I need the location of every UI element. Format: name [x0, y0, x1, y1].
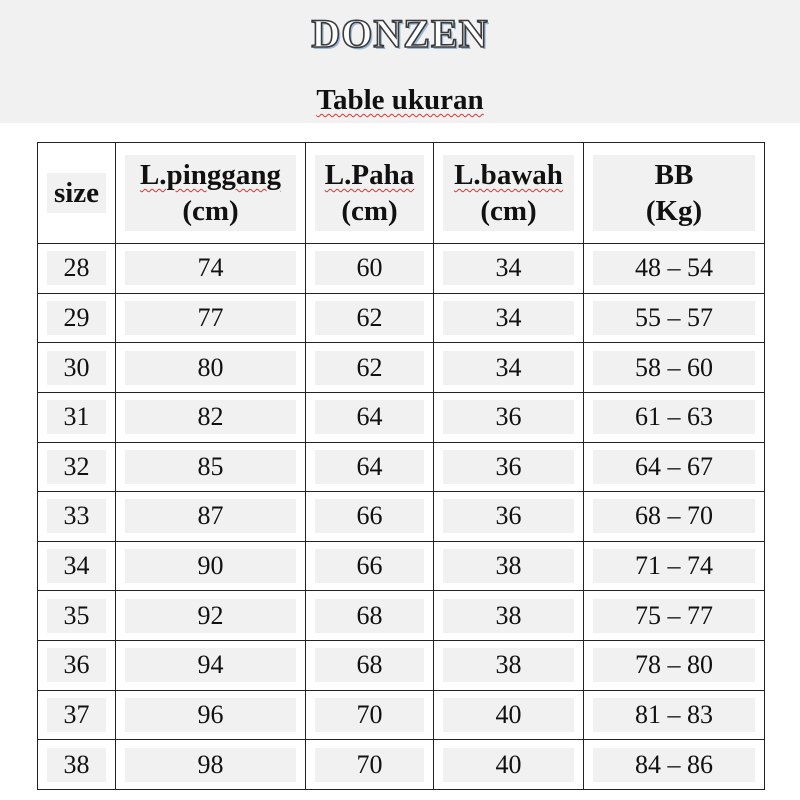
cell-thigh: [306, 690, 434, 740]
cell-waist-value: 87: [125, 499, 296, 533]
cell-thigh: [306, 293, 434, 343]
cell-hem: [434, 343, 584, 393]
cell-size-value: 28: [47, 251, 106, 285]
cell-hem-value: 36: [443, 499, 574, 533]
table-header-row: [38, 143, 765, 244]
header-thigh-unit: (cm): [341, 195, 398, 227]
cell-size-value: 37: [47, 698, 106, 732]
cell-hem-value: 38: [443, 599, 574, 633]
cell-hem: [434, 690, 584, 740]
table-body: [38, 244, 765, 790]
cell-waist-value: 90: [125, 549, 296, 583]
cell-weight-value: 58 – 60: [593, 351, 755, 385]
table-row: [38, 541, 765, 591]
cell-size-value: 31: [47, 400, 106, 434]
header-waist-label: L.pinggang: [139, 159, 282, 191]
table-row: [38, 343, 765, 393]
cell-size-value: 32: [47, 450, 106, 484]
cell-hem: [434, 244, 584, 294]
cell-hem: [434, 442, 584, 492]
cell-weight: [584, 591, 765, 641]
cell-thigh: [306, 740, 434, 790]
table-row: [38, 641, 765, 691]
cell-weight-value: 71 – 74: [593, 549, 755, 583]
cell-waist-value: 98: [125, 748, 296, 782]
brand-title: DONZEN: [311, 11, 489, 56]
cell-hem-value: 34: [443, 251, 574, 285]
cell-size: [38, 492, 116, 542]
cell-size: [38, 690, 116, 740]
cell-size: [38, 591, 116, 641]
cell-weight-value: 68 – 70: [593, 499, 755, 533]
cell-hem: [434, 392, 584, 442]
cell-hem-value: 40: [443, 698, 574, 732]
cell-weight-value: 75 – 77: [593, 599, 755, 633]
cell-hem: [434, 293, 584, 343]
cell-waist-value: 74: [125, 251, 296, 285]
cell-weight: [584, 541, 765, 591]
cell-hem-value: 36: [443, 400, 574, 434]
cell-thigh-value: 70: [315, 698, 424, 732]
cell-thigh: [306, 244, 434, 294]
table-row: [38, 442, 765, 492]
cell-weight-value: 61 – 63: [593, 400, 755, 434]
cell-thigh-value: 64: [315, 400, 424, 434]
cell-weight-value: 55 – 57: [593, 301, 755, 335]
cell-weight-value: 48 – 54: [593, 251, 755, 285]
cell-thigh-value: 66: [315, 499, 424, 533]
cell-waist-value: 94: [125, 648, 296, 682]
cell-hem-value: 34: [443, 351, 574, 385]
cell-hem: [434, 641, 584, 691]
cell-size: [38, 641, 116, 691]
cell-thigh: [306, 591, 434, 641]
cell-weight: [584, 492, 765, 542]
cell-size: [38, 442, 116, 492]
cell-hem: [434, 541, 584, 591]
cell-weight: [584, 442, 765, 492]
cell-waist: [116, 392, 306, 442]
header-waist: [116, 143, 306, 244]
cell-waist: [116, 740, 306, 790]
cell-weight: [584, 343, 765, 393]
table-row: [38, 293, 765, 343]
cell-waist: [116, 492, 306, 542]
cell-size: [38, 244, 116, 294]
cell-thigh-value: 62: [315, 301, 424, 335]
header-hem-unit: (cm): [480, 195, 537, 227]
header-size: [38, 143, 116, 244]
cell-thigh-value: 68: [315, 648, 424, 682]
cell-thigh: [306, 442, 434, 492]
cell-hem: [434, 740, 584, 790]
cell-size-value: 36: [47, 648, 106, 682]
table-row: [38, 244, 765, 294]
cell-hem-value: 38: [443, 648, 574, 682]
cell-hem-value: 36: [443, 450, 574, 484]
table-row: [38, 690, 765, 740]
cell-thigh: [306, 492, 434, 542]
cell-hem: [434, 492, 584, 542]
cell-size-value: 29: [47, 301, 106, 335]
cell-size-value: 30: [47, 351, 106, 385]
cell-thigh: [306, 392, 434, 442]
table-row: [38, 392, 765, 442]
cell-thigh: [306, 541, 434, 591]
cell-hem-value: 40: [443, 748, 574, 782]
cell-size: [38, 293, 116, 343]
header-size-label: size: [53, 177, 100, 209]
header-hem-label: L.bawah: [454, 159, 563, 191]
cell-size: [38, 343, 116, 393]
cell-thigh-value: 66: [315, 549, 424, 583]
size-table: [37, 142, 765, 790]
header-thigh: [306, 143, 434, 244]
header-hem: [434, 143, 584, 244]
cell-waist-value: 92: [125, 599, 296, 633]
table-row: [38, 492, 765, 542]
cell-waist-value: 85: [125, 450, 296, 484]
cell-weight: [584, 641, 765, 691]
cell-size-value: 33: [47, 499, 106, 533]
cell-thigh-value: 70: [315, 748, 424, 782]
cell-waist: [116, 591, 306, 641]
cell-hem-value: 34: [443, 301, 574, 335]
cell-thigh-value: 64: [315, 450, 424, 484]
cell-size-value: 38: [47, 748, 106, 782]
cell-thigh: [306, 641, 434, 691]
cell-waist: [116, 293, 306, 343]
cell-weight-value: 84 – 86: [593, 748, 755, 782]
cell-thigh: [306, 343, 434, 393]
cell-waist: [116, 244, 306, 294]
cell-thigh-value: 68: [315, 599, 424, 633]
cell-hem-value: 38: [443, 549, 574, 583]
cell-weight: [584, 690, 765, 740]
subtitle-text: Table ukuran: [316, 84, 484, 116]
header-weight: [584, 143, 765, 244]
cell-size-value: 35: [47, 599, 106, 633]
cell-weight-value: 81 – 83: [593, 698, 755, 732]
header-waist-unit: (cm): [182, 195, 239, 227]
header-weight-label: BB: [654, 159, 694, 191]
cell-size-value: 34: [47, 549, 106, 583]
cell-waist: [116, 442, 306, 492]
cell-waist-value: 77: [125, 301, 296, 335]
cell-size: [38, 392, 116, 442]
cell-waist-value: 82: [125, 400, 296, 434]
cell-waist: [116, 690, 306, 740]
cell-weight: [584, 392, 765, 442]
cell-waist: [116, 343, 306, 393]
cell-weight: [584, 740, 765, 790]
cell-waist: [116, 541, 306, 591]
cell-waist-value: 96: [125, 698, 296, 732]
cell-weight: [584, 244, 765, 294]
cell-size: [38, 740, 116, 790]
cell-thigh-value: 62: [315, 351, 424, 385]
cell-weight-value: 64 – 67: [593, 450, 755, 484]
cell-waist: [116, 641, 306, 691]
table-row: [38, 740, 765, 790]
cell-hem: [434, 591, 584, 641]
cell-weight-value: 78 – 80: [593, 648, 755, 682]
cell-waist-value: 80: [125, 351, 296, 385]
cell-weight: [584, 293, 765, 343]
cell-size: [38, 541, 116, 591]
page-subtitle: [0, 84, 800, 117]
cell-thigh-value: 60: [315, 251, 424, 285]
table-row: [38, 591, 765, 641]
header-weight-unit: (Kg): [645, 195, 703, 227]
header-thigh-label: L.Paha: [324, 159, 415, 191]
